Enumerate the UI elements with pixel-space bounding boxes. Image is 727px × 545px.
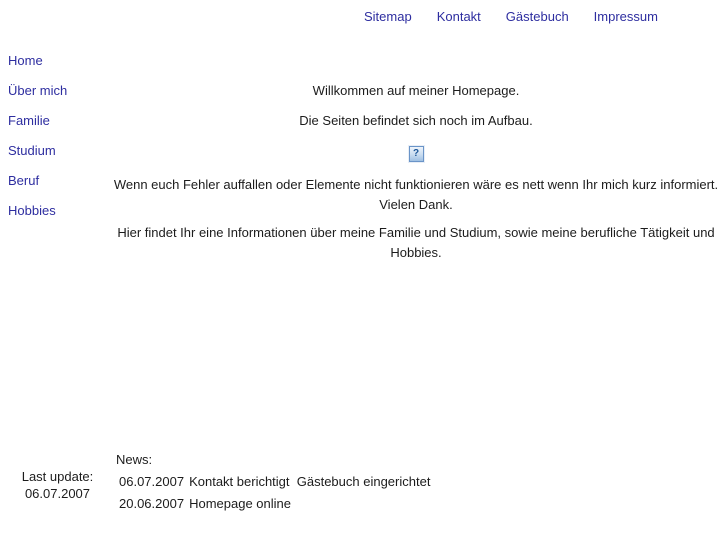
top-nav-item-impressum[interactable]: Impressum	[593, 9, 658, 24]
side-nav-item-studium[interactable]: Studium	[8, 143, 56, 158]
side-nav-item-home[interactable]: Home	[8, 53, 43, 68]
side-nav	[8, 54, 67, 234]
main-content	[110, 84, 722, 263]
news-item-date: 20.06.2007	[119, 496, 185, 511]
side-nav-item-beruf[interactable]: Beruf	[8, 173, 40, 188]
welcome-text: Willkommen auf meiner Homepage.	[312, 83, 520, 98]
notice-text: Wenn euch Fehler auffallen oder Elemente nicht funktionieren wäre es nett wenn Ihr mich kurz informiert. Vielen Dank.	[113, 177, 719, 212]
top-nav	[364, 9, 658, 24]
news-item-text: Kontakt berichtigt Gästebuch eingerichtet	[189, 474, 431, 489]
top-nav-item-kontakt[interactable]: Kontakt	[436, 9, 481, 24]
side-nav-item-familie[interactable]: Familie	[8, 113, 50, 128]
news-title: News:	[116, 452, 153, 467]
news-item-text: Homepage online	[189, 496, 291, 511]
news-item-date: 06.07.2007	[119, 474, 185, 489]
broken-image-icon: ?	[409, 146, 424, 162]
last-update-block	[5, 468, 110, 502]
news-item	[119, 497, 430, 510]
last-update-date: 06.07.2007	[24, 486, 91, 501]
top-nav-item-gaestebuch[interactable]: Gästebuch	[505, 9, 569, 24]
status-text: Die Seiten befindet sich noch im Aufbau.	[299, 113, 533, 128]
news-item	[119, 475, 430, 488]
news-block	[115, 453, 430, 519]
top-nav-item-sitemap[interactable]: Sitemap	[364, 9, 412, 24]
last-update-label: Last update:	[21, 469, 94, 484]
intro-text: Hier findet Ihr eine Informationen über meine Familie und Studium, sowie meine berufliche Tätigkeit und Hobbies.	[117, 225, 715, 260]
side-nav-item-hobbies[interactable]: Hobbies	[8, 203, 56, 218]
side-nav-item-ueber-mich[interactable]: Über mich	[8, 83, 68, 98]
